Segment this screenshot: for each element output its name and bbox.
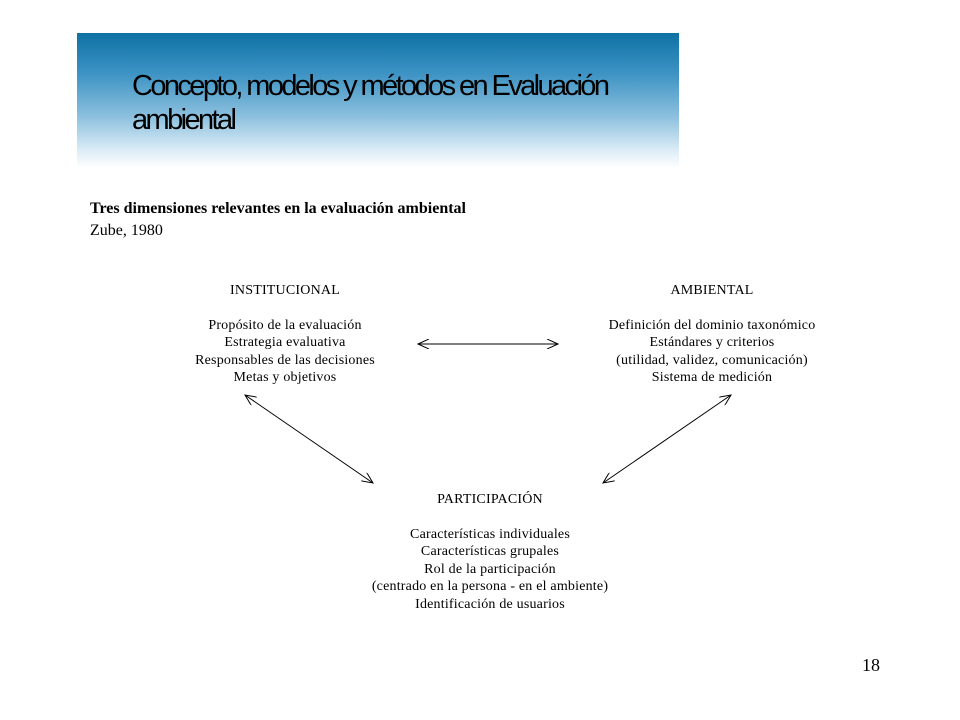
citation-source: Zube, 1980 (90, 222, 163, 239)
node-ambiental-title: AMBIENTAL (670, 283, 754, 298)
node-ambiental-item: Definición del dominio taxonómico (608, 317, 816, 333)
arrow-institucional-participacion (245, 395, 373, 483)
node-ambiental-item: Sistema de medición (651, 370, 773, 385)
node-institucional-item: Estrategia evaluativa (224, 335, 346, 350)
slide-title: Concepto, modelos y métodos en Evaluación ambiental (132, 70, 608, 136)
node-participacion-item: Rol de la participación (424, 561, 556, 577)
node-participacion-title: PARTICIPACIÓN (437, 492, 543, 507)
node-ambiental-item: (utilidad, validez, comunicación) (616, 352, 808, 368)
page-number: 18 (862, 655, 880, 675)
node-participacion-item: Identificación de usuarios (415, 596, 565, 612)
diagram-subtitle: Tres dimensiones relevantes en la evaluación ambiental (90, 200, 466, 217)
node-participacion-item: Características grupales (420, 544, 560, 559)
node-ambiental-item: Estándares y criterios (649, 335, 775, 350)
node-institucional-item: Propósito de la evaluación (208, 317, 362, 333)
node-institucional-item: Metas y objetivos (233, 370, 337, 385)
node-institucional-title: INSTITUCIONAL (230, 283, 340, 298)
node-participacion-item: (centrado en la persona - en el ambiente) (371, 579, 609, 594)
node-institucional-item: Responsables de las decisiones (195, 352, 375, 368)
arrow-ambiental-participacion (603, 395, 731, 483)
node-participacion-item: Características individuales (410, 526, 570, 542)
